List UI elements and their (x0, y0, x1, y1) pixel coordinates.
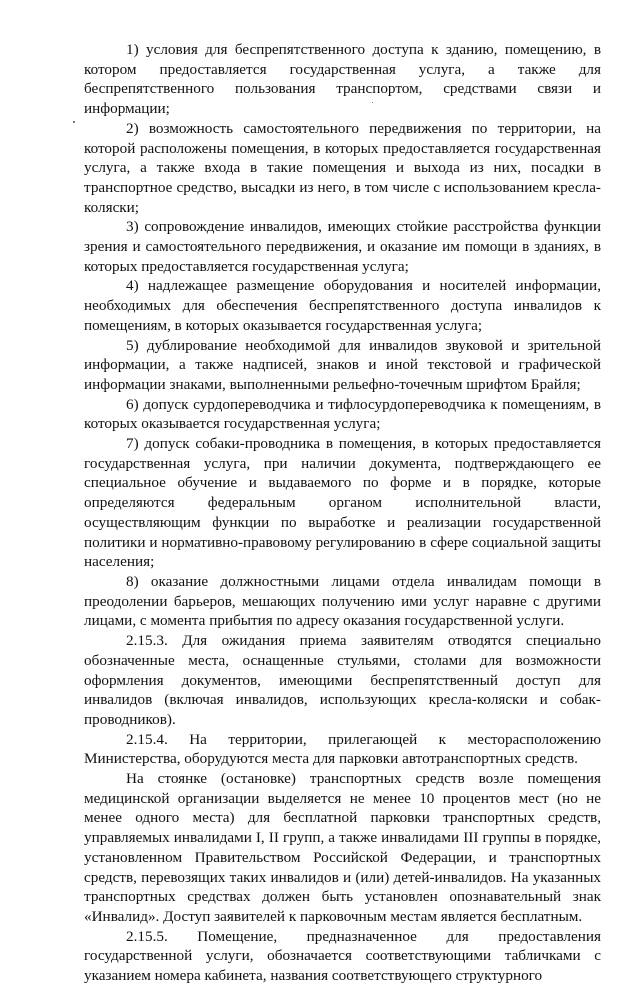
paragraph-2-15-5: 2.15.5. Помещение, предназначенное для предоставления государственной услуги, обозначается соответствующими табличками с указанием номера кабинета, названия соответствующего структурного (84, 927, 601, 985)
paragraph-item-7: 7) допуск собаки-проводника в помещения, в которых предоставляется государственная услуга, при наличии документа, подтверждающего ее специальное обучение и выдаваемого по форме и в порядке, которые определяются федеральным органом исполнительной власти, осуществляющим функции по выработке и реализации государственной политики и нормативно-правовому регулированию в сфере социальной защиты населения; (84, 435, 601, 571)
document-body (84, 40, 601, 986)
paragraph-item-1: 1) условия для беспрепятственного доступа к зданию, помещению, в котором предоставляется государственная услуга, а также для беспрепятственного пользования транспортом, средствами связи и информации; (84, 41, 601, 118)
paragraph-2-15-4: 2.15.4. На территории, прилегающей к месторасположению Министерства, оборудуются места для парковки автотранспортных средств. (84, 730, 601, 768)
paragraph-2-15-3: 2.15.3. Для ожидания приема заявителям отводятся специально обозначенные места, оснащенные стульями, столами для возможности оформления документов, имеющими беспрепятственный доступ для инвалидов (включая инвалидов, использующих кресла-коляски и собак-проводников). (84, 632, 601, 728)
scan-speck (73, 121, 75, 123)
paragraph-item-5: 5) дублирование необходимой для инвалидов звуковой и зрительной информации, а также надписей, знаков и иной текстовой и графической информации знаками, выполненными рельефно-точечным шрифтом Брайля; (84, 336, 601, 393)
paragraph-parking: На стоянке (остановке) транспортных средств возле помещения медицинской организации выделяется не менее 10 процентов мест (но не менее одного места) для бесплатной парковки транспортных средств, управляемых инвалидами I, II групп, а также инвалидами III группы в порядке, установленном Правительством Российской Федерации, и транспортных средств, перевозящих таких инвалидов и (или) детей-инвалидов. На указанных транспортных средствах должен быть установлен опознавательный знак «Инвалид». Доступ заявителей к парковочным местам является бесплатным. (84, 770, 601, 925)
paragraph-item-3: 3) сопровождение инвалидов, имеющих стойкие расстройства функции зрения и самостоятельного передвижения, и оказание им помощи в зданиях, в которых предоставляется государственная услуга; (84, 218, 601, 275)
paragraph-item-2: 2) возможность самостоятельного передвижения по территории, на которой расположены помещения, в которых предоставляется государственная услуга, а также входа в такие помещения и выхода из них, посадки в транспортное средство, высадки из него, в том числе с использованием кресла-коляски; (84, 119, 601, 216)
paragraph-item-8: 8) оказание должностными лицами отдела инвалидам помощи в преодолении барьеров, мешающих получению ими услуг наравне с другими лицами, с момента прибытия по адресу оказания государственной услуги. (84, 572, 601, 630)
paragraph-item-4: 4) надлежащее размещение оборудования и носителей информации, необходимых для обеспечения беспрепятственного доступа инвалидов к помещениям, в которых оказывается государственная услуга; (84, 277, 601, 334)
paragraph-item-6: 6) допуск сурдопереводчика и тифлосурдопереводчика к помещениям, в которых оказывается государственная услуга; (84, 395, 601, 433)
